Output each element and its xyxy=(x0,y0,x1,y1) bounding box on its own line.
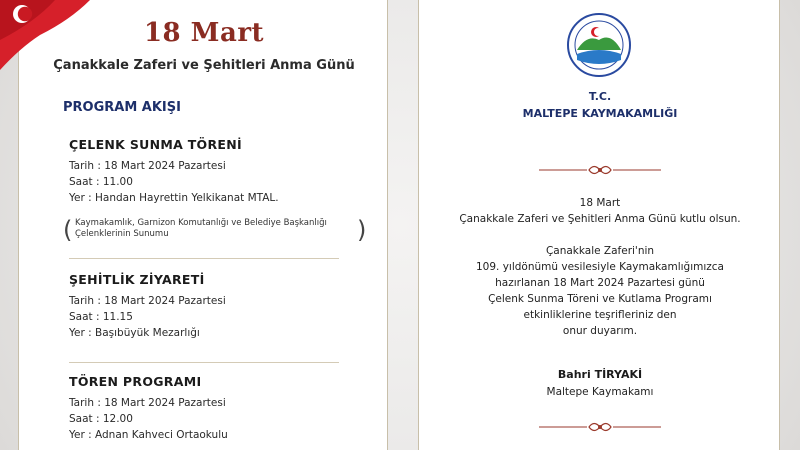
section-cemetery-visit xyxy=(69,272,226,341)
section-place: Yer : Handan Hayrettin Yelkikanat MTAL. xyxy=(69,192,279,204)
body-line-6: onur duyarım. xyxy=(562,325,638,337)
ornament-divider-icon xyxy=(539,418,661,436)
section-divider xyxy=(69,362,339,363)
date-title: 18 Mart xyxy=(143,18,265,48)
body-line-4: Çelenk Sunma Töreni ve Kutlama Programı xyxy=(488,293,712,305)
section-title: ŞEHİTLİK ZİYARETİ xyxy=(69,272,205,287)
greeting-line-2: Çanakkale Zaferi ve Şehitleri Anma Günü kutlu olsun. xyxy=(459,213,741,225)
turkish-flag-icon xyxy=(0,0,90,70)
ornament-divider-icon xyxy=(539,161,661,179)
body-line-3: hazırlanan 18 Mart 2024 Pazartesi günü xyxy=(495,277,705,289)
section-place: Yer : Adnan Kahveci Ortaokulu xyxy=(69,429,228,441)
section-title: TÖREN PROGRAMI xyxy=(69,374,202,389)
invitation-panel xyxy=(418,0,780,450)
body-line-5: etkinliklerine teşrifleriniz den xyxy=(523,309,677,321)
signer-title: Maltepe Kaymakamı xyxy=(546,386,654,398)
wreath-note: ( Kaymakamlık, Garnizon Komutanlığı ve Belediye Başkanlığı Çelenklerinin Sunumu ) xyxy=(63,216,367,244)
body-line-2: 109. yıldönümü vesilesiyle Kaymakamlığımızca xyxy=(476,261,724,273)
note-line-1: Kaymakamlık, Garnizon Komutanlığı ve Belediye Başkanlığı xyxy=(75,218,327,228)
section-ceremony-program xyxy=(69,374,228,443)
organization-name: MALTEPE KAYMAKAMLIĞI xyxy=(522,107,678,120)
section-date: Tarih : 18 Mart 2024 Pazartesi xyxy=(69,397,226,409)
section-time: Saat : 11.00 xyxy=(69,176,133,188)
note-line-2: Çelenklerinin Sunumu xyxy=(75,229,169,239)
tc-label: T.C. xyxy=(588,90,612,103)
section-divider xyxy=(69,258,339,259)
body-line-1: Çanakkale Zaferi'nin xyxy=(545,245,655,257)
section-time: Saat : 11.15 xyxy=(69,311,133,323)
maltepe-emblem-icon xyxy=(565,10,633,80)
program-heading: PROGRAM AKIŞI xyxy=(63,100,181,115)
section-date: Tarih : 18 Mart 2024 Pazartesi xyxy=(69,160,226,172)
section-place: Yer : Başıbüyük Mezarlığı xyxy=(69,327,200,339)
section-wreath-ceremony xyxy=(69,137,279,206)
greeting-line-1: 18 Mart xyxy=(579,197,621,209)
signer-name: Bahri TİRYAKİ xyxy=(557,368,643,381)
section-time: Saat : 12.00 xyxy=(69,413,133,425)
event-title: Çanakkale Zaferi ve Şehitleri Anma Günü xyxy=(53,58,355,73)
section-date: Tarih : 18 Mart 2024 Pazartesi xyxy=(69,295,226,307)
section-title: ÇELENK SUNMA TÖRENİ xyxy=(69,137,242,152)
